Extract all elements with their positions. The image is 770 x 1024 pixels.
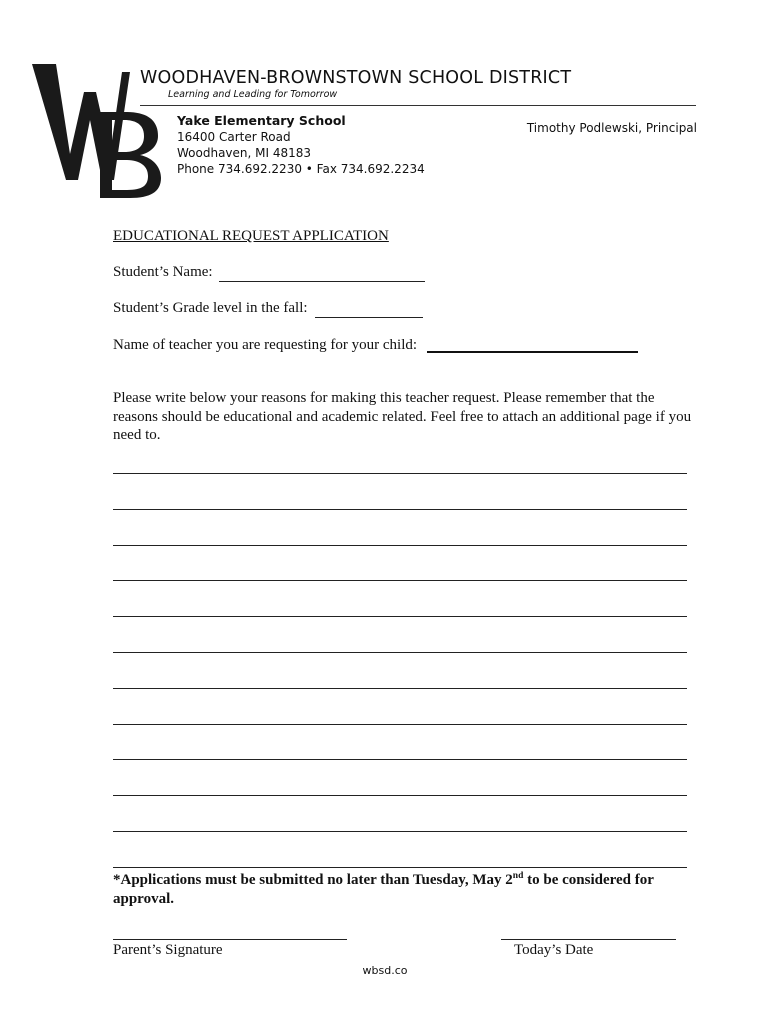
form-title: EDUCATIONAL REQUEST APPLICATION [113, 228, 389, 244]
deadline-ordinal: nd [512, 871, 524, 881]
school-address-street: 16400 Carter Road [177, 130, 291, 144]
reason-line[interactable] [113, 724, 687, 725]
school-address-city: Woodhaven, MI 48183 [177, 146, 312, 160]
student-name-label: Student’s Name: [113, 264, 213, 280]
requested-teacher-field[interactable] [427, 351, 638, 353]
instructions-text: Please write below your reasons for making this teacher request. Please remember that the reasons should be educational and academic related. Feel free to attach an additional page if you need to. [113, 390, 692, 443]
grade-level-label: Student’s Grade level in the fall: [113, 300, 308, 316]
reason-line[interactable] [113, 688, 687, 689]
reason-line[interactable] [113, 616, 687, 617]
reason-line[interactable] [113, 509, 687, 510]
reason-line[interactable] [113, 867, 687, 868]
parent-signature-label: Parent’s Signature [113, 942, 223, 958]
footer-url: wbsd.co [362, 964, 408, 977]
reason-line[interactable] [113, 473, 687, 474]
reason-line[interactable] [113, 580, 687, 581]
reason-line[interactable] [113, 795, 687, 796]
district-tagline: Learning and Leading for Tomorrow [168, 89, 338, 100]
student-name-field[interactable] [219, 281, 425, 282]
reason-line[interactable] [113, 759, 687, 760]
school-phone-fax: Phone 734.692.2230 • Fax 734.692.2234 [177, 162, 425, 176]
reason-line[interactable] [113, 831, 687, 832]
deadline-text: *Applications must be submitted no later than Tuesday, May 2 [113, 872, 513, 888]
deadline-text-end: to be considered for approval. [113, 872, 654, 907]
parent-signature-field[interactable] [113, 939, 347, 940]
reason-line[interactable] [113, 652, 687, 653]
date-label: Today’s Date [514, 942, 594, 958]
header-divider [140, 105, 696, 106]
date-field[interactable] [501, 939, 676, 940]
requested-teacher-label: Name of teacher you are requesting for your child: [113, 337, 418, 353]
principal-name: Timothy Podlewski, Principal [526, 121, 697, 135]
school-name: Yake Elementary School [177, 113, 346, 128]
reason-line[interactable] [113, 545, 687, 546]
grade-level-field[interactable] [315, 317, 423, 318]
district-name: WOODHAVEN-BROWNSTOWN SCHOOL DISTRICT [140, 68, 572, 88]
deadline-notice [113, 871, 693, 909]
